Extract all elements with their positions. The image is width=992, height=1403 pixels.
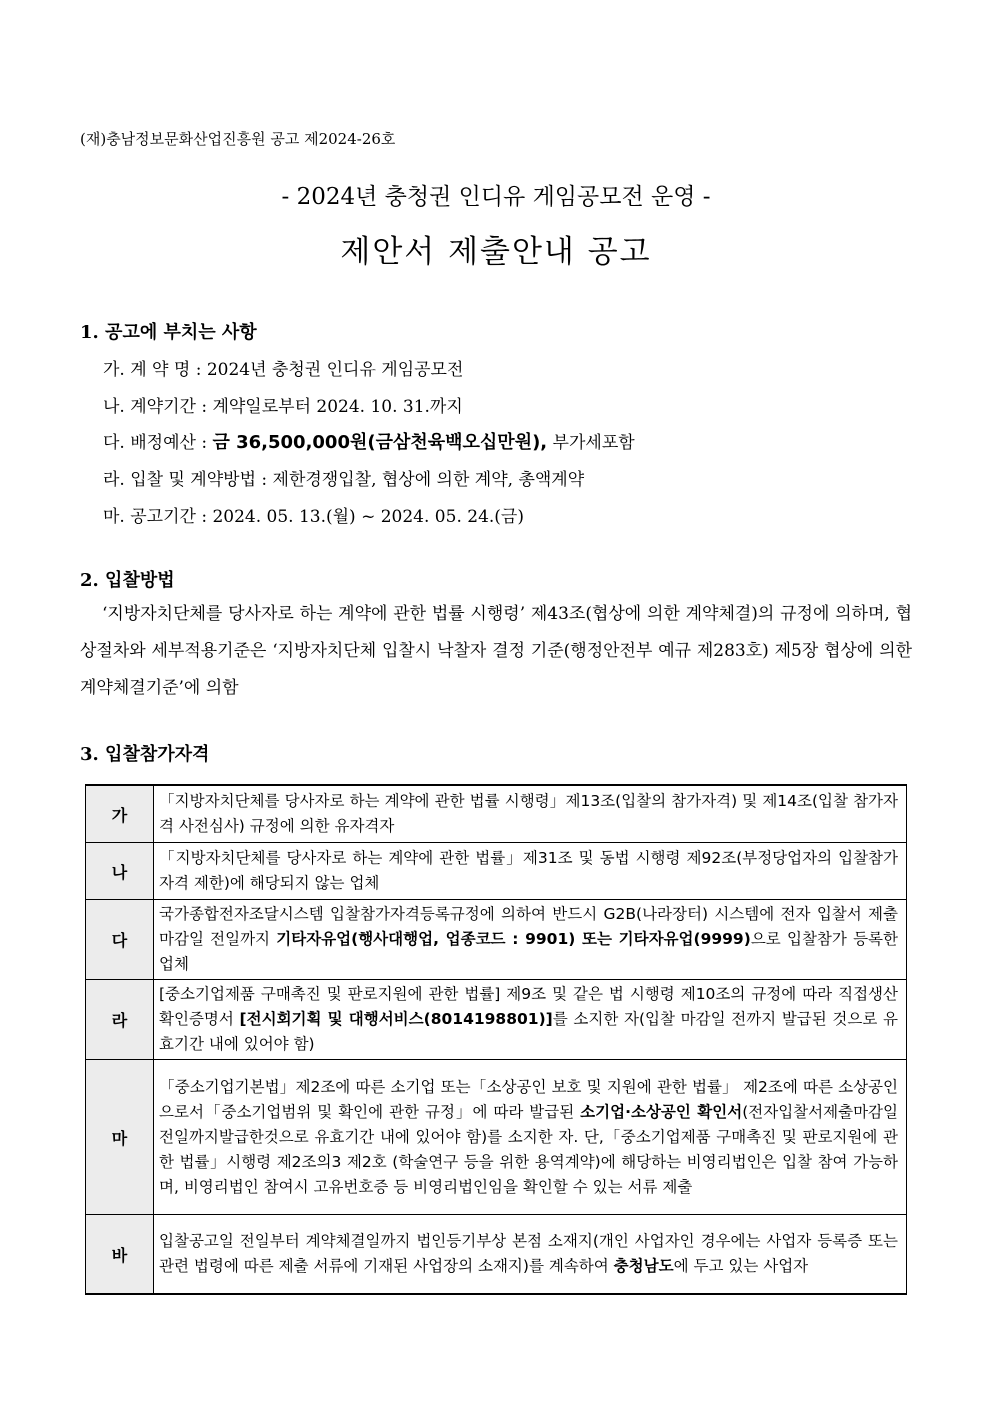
qualification-fragment: 으로 입찰참가 등록한 업체	[159, 930, 898, 973]
qualification-text	[154, 785, 907, 843]
qualification-row	[86, 900, 907, 980]
qualification-emphasis: 충청남도	[613, 1257, 674, 1275]
item-contract-period	[103, 392, 463, 417]
notice-subtitle: - 2024년 충청권 인디유 게임공모전 운영 -	[281, 184, 711, 210]
item-label: 다. 배정예산 :	[103, 433, 213, 453]
item-label: 나. 계약기간 :	[103, 397, 213, 417]
item-contract-name	[103, 355, 463, 380]
qualification-row	[86, 843, 907, 900]
notice-reference: (재)충남정보문화산업진흥원 공고 제2024-26호	[80, 130, 396, 148]
qualification-emphasis: 소기업·소상공인 확인서	[580, 1102, 743, 1121]
qualification-label: 바	[86, 1215, 154, 1295]
qualification-label: 마	[86, 1060, 154, 1215]
item-value: 제한경쟁입찰, 협상에 의한 계약, 총액계약	[272, 470, 585, 490]
budget-amount: 금 36,500,000원(금삼천육백오십만원), 부가세포함	[212, 432, 635, 453]
qualification-fragment: (전자입찰서제출마감일전일까지발급한것으로 유효기간 내에 있어야 함)를 소지한 자. 단,「중소기업제품 구매촉진 및 판로지원에 관한 법률」시행령 제2조의3 제2호 (학술연구 등을 위한 용역계약)에 해당하는 비영리법인은 입찰 참여 가능하며, 비영리법인 참여시 고유번호증 등 비영리법인임을 확인할 수 있는 서류 제출	[159, 1102, 898, 1196]
qualification-fragment: 에 두고 있는 사업자	[673, 1257, 809, 1275]
notice-title: 제안서 제출안내 공고	[340, 234, 652, 270]
item-value: 2024년 충청권 인디유 게임공모전	[206, 360, 464, 380]
qualification-fragment: 「중소기업기본법」제2조에 따른 소기업 또는「소상공인 보호 및 지원에 관한 법률」 제2조에 따른 소상공인으로서「중소기업범위 및 확인에 관한 규정」에 따라 발급된	[159, 1077, 898, 1121]
qualification-row	[86, 1215, 907, 1295]
qualification-table	[85, 784, 907, 1295]
qualification-emphasis: 기타자유업(행사대행업, 업종코드 : 9901) 또는 기타자유업(9999)	[276, 930, 751, 948]
item-label: 라. 입찰 및 계약방법 :	[103, 470, 273, 490]
qualification-fragment: 국가종합전자조달시스템 입찰참가자격등록규정에 의하여 반드시 G2B(나라장터) 시스템에 전자 입찰서 제출 마감일 전일까지	[159, 905, 898, 948]
qualification-fragment: 를 소지한 자(입찰 마감일 전까지 발급된 것으로 유효기간 내에 있어야 함)	[159, 1010, 898, 1053]
qualification-row	[86, 1060, 907, 1215]
qualification-fragment: 「지방자치단체를 당사자로 하는 계약에 관한 법률」제31조 및 동법 시행령 제92조(부정당업자의 입찰참가자격 제한)에 해당되지 않는 업체	[159, 849, 898, 892]
qualification-label: 라	[86, 980, 154, 1060]
item-label: 가. 계 약 명 :	[103, 360, 207, 380]
qualification-text	[154, 843, 907, 900]
qualification-fragment: [중소기업제품 구매촉진 및 판로지원에 관한 법률] 제9조 및 같은 법 시행령 제10조의 규정에 따라 직접생산확인증명서	[159, 985, 898, 1028]
item-label: 마. 공고기간 :	[103, 507, 213, 527]
qualification-text	[154, 1060, 907, 1215]
qualification-label: 다	[86, 900, 154, 980]
item-value: 계약일로부터 2024. 10. 31.까지	[212, 397, 463, 417]
qualification-emphasis: [전시회기획 및 대행서비스(8014198801)]	[239, 1010, 553, 1028]
qualification-fragment: 「지방자치단체를 당사자로 하는 계약에 관한 법률 시행령」제13조(입찰의 참가자격) 및 제14조(입찰 참가자격 사전심사) 규정에 의한 유자격자	[159, 792, 898, 835]
qualification-text	[154, 1215, 907, 1295]
qualification-label: 나	[86, 843, 154, 900]
item-value: 2024. 05. 13.(월) ~ 2024. 05. 24.(금)	[212, 507, 524, 527]
section-2-body: ‘지방자치단체를 당사자로 하는 계약에 관한 법률 시행령’ 제43조(협상에 의한 계약체결)의 규정에 의하며, 협상절차와 세부적용기준은 ‘지방자치단체 입찰시 낙찰자 결정 기준(행정안전부 예규 제283호) 제5장 협상에 의한 계약체결기준’에 의함	[80, 604, 912, 698]
section-2-heading: 2. 입찰방법	[80, 570, 175, 591]
section-1-heading: 1. 공고에 부치는 사항	[80, 322, 257, 343]
qualification-row	[86, 785, 907, 843]
qualification-row	[86, 980, 907, 1060]
item-budget	[103, 428, 635, 454]
item-bid-method	[103, 465, 584, 490]
qualification-text	[154, 900, 907, 980]
section-3-heading: 3. 입찰참가자격	[80, 744, 210, 765]
item-notice-period	[103, 502, 524, 527]
qualification-label: 가	[86, 785, 154, 843]
qualification-fragment: 입찰공고일 전일부터 계약체결일까지 법인등기부상 본점 소재지(개인 사업자인 경우에는 사업자 등록증 또는 관련 법령에 따른 제출 서류에 기재된 사업장의 소재지)를 계속하여	[159, 1232, 898, 1275]
qualification-text	[154, 980, 907, 1060]
